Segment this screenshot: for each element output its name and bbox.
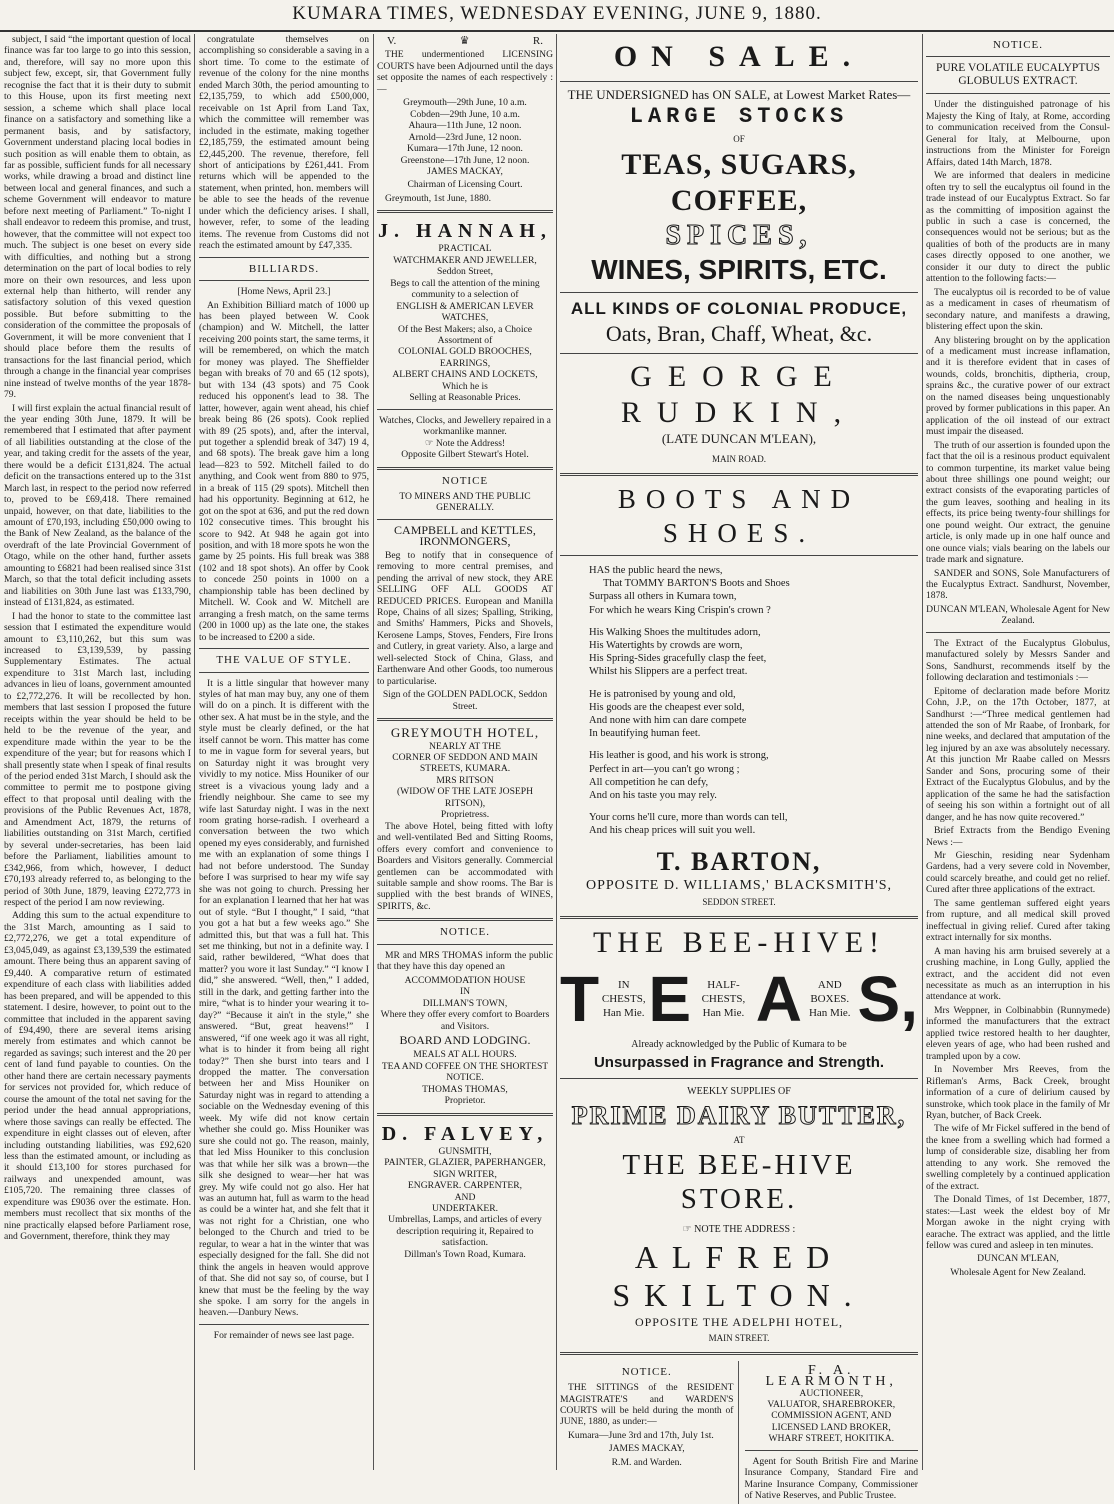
article-paragraph: I will first explain the actual financial result of the year ending 30th June, 1879. It will be remembered that I estimated that after payment of all liabilities outstanding at the close of the year, and taking credit for the assets of the year, there would be a deficit £131,824. The actual deficit on the transactions entered up to the 31st March last, in respect to the period now referred to, proved to be £69,418. There remained unpaid, however, on that date, liabilities to the amount of £70,193, including £50,000 owing to the Bank of New Zealand, as the balance of the overdraft of the late Provincial Government of Otago, while on the other hand, further assets amounting to £6821 had been realised since 31st March, so that the total deficit including assets and liabilities on 30th June last was £133,790, instead of £131,824, as estimated.: [4, 402, 191, 609]
poem-line: Perfect in art—you can't go wrong ;: [589, 763, 740, 775]
cipher-left: V.: [387, 35, 397, 47]
hannah-heading: J. HANNAH,: [378, 220, 552, 243]
date-line: Greymouth, 1st June, 1880.: [385, 192, 492, 204]
divider: [560, 292, 918, 293]
tea-brand: Han Mie.: [808, 1006, 851, 1019]
tea-brand: Han Mie.: [702, 1006, 745, 1019]
poem-line: His goods are the cheapest ever sold,: [589, 701, 745, 713]
divider: [377, 918, 553, 921]
divider: [560, 81, 918, 82]
article-paragraph: subject, I said “the important question of local finance was far too large to go into this session, and, therefore, will say no more upon this subject few, except, sir, that Government fully recognise the fact that it is their duty to submit to this House, upon its first meeting next session, a scheme which shall place local finance on a satisfactory and something like a permanent basis, and by satisfactory, Government understand placing local bodies in such position as will enable them to obtain, as far as possible, sufficient funds for all necessary works, while drawing a broad and distinct line between local and general finances, and such a scheme Government will endeavor to mature before next meeting of Parliament.” To-night I shall endeavor to redeem this promise, and trust, however, that the committee will not expect too much. The subject is one beset on every side with difficulties, and nothing but a strong determination on the part of local bodies to rely more on their own resources, and less upon external help than hitherto, will render any satisfactory solution of this vexed question possible. But before submitting to the consideration of the committee the proposals of Government, it will be more convenient that I should place before them the results of transactions for the last financial period, which through a change in the financial year comprises nine instead of twelve months of the year 1878-79.: [4, 34, 191, 401]
ad-line: CORNER OF SEDDON AND MAIN STREETS, KUMARA.: [392, 752, 538, 775]
divider: [199, 1324, 369, 1325]
ad-line: WATCHMAKER AND JEWELLER,: [393, 254, 537, 266]
divider: [377, 519, 553, 520]
list-item: Arnold—23rd June, 12 noon.: [408, 131, 522, 143]
ad-line: AUCTIONEER,: [799, 1387, 864, 1399]
teas-letter: S,: [857, 962, 918, 1035]
ad-line: Where they offer every comfort to Boarders and Visitors.: [380, 1009, 550, 1032]
column-footer: For remainder of news see last page.: [213, 1329, 355, 1341]
column-rule: [922, 34, 923, 1470]
beehive-store: THE BEE-HIVE STORE.: [622, 1148, 856, 1215]
divider: [377, 210, 553, 213]
poem-line: Surpass all others in Kumara town,: [589, 591, 737, 603]
poem-line: His leather is good, and his work is strong,: [589, 750, 769, 762]
ad-line: (WIDOW OF THE LATE JOSEPH RITSON),: [396, 786, 534, 809]
ad-line: COLONIAL GOLD BROOCHES, EARRINGS,: [398, 346, 532, 369]
bottom-ads: [560, 1361, 918, 1504]
ad-line: Proprietress.: [440, 809, 490, 821]
campbell-heading: CAMPBELL and KETTLES, IRONMONGERS,: [394, 522, 536, 549]
signature-title: Wholesale Agent for New Zealand.: [950, 1266, 1086, 1278]
dairy-butter: PRIME DAIRY BUTTER,: [571, 1100, 907, 1130]
ad-line: Which he is: [442, 380, 488, 392]
poem-line: His Watertights by crowds are worn,: [589, 640, 743, 652]
wines-spirits: WINES, SPIRITS, ETC.: [591, 254, 887, 285]
signature-title: R.M. and Warden.: [611, 1456, 682, 1468]
thomas-intro: MR and MRS THOMAS inform the public that they have this day opened an: [377, 949, 553, 973]
ad-line: Proprietor.: [444, 1095, 486, 1107]
note-address: ☞ NOTE THE ADDRESS :: [682, 1223, 796, 1235]
ad-line: LICENSED LAND BROKER,: [771, 1421, 891, 1433]
poem-line: Whilst his Slippers are a perfect treat.: [589, 666, 748, 678]
rudkin-name: GEORGE RUDKIN,: [620, 360, 858, 429]
notice-paragraph: The wife of Mr Fickel suffered in the bend of the knee from a swelling which had formed a lump of considerable size, disabling her from attending to any work. She removed the swelling completely by a continued application of the extract.: [926, 1123, 1110, 1192]
poem-line: And his cheap prices will suit you well.: [589, 825, 756, 837]
divider: [560, 1352, 918, 1355]
falvey-heading: D. FALVEY,: [381, 1122, 549, 1145]
divider: [560, 353, 918, 354]
notice-paragraph: Any blistering brought on by the application of a medicament must increase inflamation, and it is therefore evident that in cases of wounds, colds, bronchitis, diptheria, croup, sprains &c., the curative power of our extract on the named diseases being unquestionably proved by former publications in this paper. An application of the oil instead of our extract must impair the diseased.: [926, 334, 1110, 438]
large-stocks: LARGE STOCKS: [629, 104, 849, 129]
signature: JAMES MACKAY,: [608, 1443, 685, 1455]
ad-line: MEALS AT ALL HOURS.: [413, 1049, 517, 1061]
article-paragraph: Adding this sum to the actual expenditure to the 31st March, amounting as I said to £2,772,276, we get a total expenditure of £3,045,049, as against £3,139,539 the estimated amount. There being thus an apparent saving of £9,440. A comparative return of estimated expenditure of each class with liabilities added has been prepared, and will be appended to this statement. I desire, however, to point out to the committee that included in the apparent saving of £94,490, there are several items arising merely from estimates and which cannot be regarded as savings; such interest and the 20 per cent of land fund payable to counties. On the other hand there are certain necessary payments for services not provided for, which reduce of course the amount of the total net saving for the period under the head annual appropriations, where those savings can really be effected. The expenditure in eight classes out of eleven, after including outstanding liabilities, was £92,620 less than the estimated amount, or including as it should £13,100 for stores purchased for railways and unexpended amount, was £105,720. The remaining three classes of expenditure was £9036 over the estimate. Hon. members must recollect that six months of the nine practically elapsed before Parliament rose, and Government, therefore, think they may: [4, 910, 191, 1243]
beehive-heading: THE BEE-HIVE!: [592, 925, 886, 959]
teas-label: [691, 978, 756, 1020]
ad-line: DILLMAN'S TOWN,: [422, 997, 508, 1009]
sittings-notice: [560, 1361, 739, 1504]
oats-line: Oats, Bran, Chaff, Wheat, &c.: [605, 321, 873, 346]
ad-line: THOMAS THOMAS,: [422, 1083, 508, 1095]
notice-paragraph: Epitome of declaration made before Moritz Cohn, J.P., on the 17th October, 1877, at Sandhurst :—“Three medical gentlemen had attended the son of Mr Raabe, of Ironbark, for nine weeks, and declared that amputation of the leg injured by an axe was absolutely necessary. At this junction Mr Raabe called on Messrs Sander and Sons, procuring some of their Extract of the Eucalyptus Globulus, and by the application of the same he had the satisfaction of seeing his son within a fortnight out of all danger, and he has now quite recovered.”: [926, 685, 1110, 823]
sittings-dates: Kumara—June 3rd and 17th, July 1st.: [568, 1429, 714, 1441]
pack-size: IN CHESTS,: [601, 978, 646, 1005]
teas-letter: A: [755, 962, 802, 1035]
weekly-supplies: WEEKLY SUPPLIES OF: [687, 1085, 791, 1097]
divider: [926, 93, 1110, 94]
pack-size: AND BOXES.: [810, 978, 850, 1005]
of-label: OF: [733, 134, 745, 144]
skilton-name: ALFRED SKILTON.: [612, 1238, 866, 1313]
billiards-heading: BILLIARDS.: [248, 262, 320, 275]
divider: [377, 718, 553, 721]
list-item: Greenstone—17th June, 12 noon.: [400, 154, 530, 166]
notice-paragraph: The eucalyptus oil is recorded to be of value as a medicament in cases of rheumatism of secondary nature, and manifests a drawing, blistering effect upon the skin.: [926, 286, 1110, 333]
skilton-street: MAIN STREET.: [708, 1332, 770, 1343]
learmonth-ad: [745, 1361, 919, 1504]
thomas-ad: [377, 975, 553, 1107]
masthead: KUMARA TIMES, WEDNESDAY EVENING, JUNE 9, 1880.: [0, 0, 1114, 32]
campbell-ad: Beg to notify that in consequence of removing to more central premises, and pending the arrival of new stock, they ARE SELLING OFF ALL GOODS AT REDUCED PRICES. European and Manilla Rope, Chains of all sizes; Spalling, Striking, and Smiths' Hammers, Picks and Shovels, Kerosene Lamps, Stoves, Fenders, Fire Irons and Cutlery, in great variety. Also, a large and well-selected Stock of China, Glass, and Earthenware And other Goods, too numerous to particularise.: [377, 549, 553, 687]
column-5-eucalyptus-notice: [926, 34, 1110, 1470]
notice-heading: NOTICE.: [992, 39, 1044, 51]
ad-line: UNDERTAKER.: [431, 1202, 499, 1214]
divider: [377, 944, 553, 945]
column-3-advertisements: [377, 34, 553, 1470]
greymouth-text: The above Hotel, being fitted with lofty and well-ventilated Bed and Sitting Rooms, offers every comfort and convenience to Boarders and Visitors generally. Commercial gentlemen can be accommodated with suitable sample and show rooms. The Bar is supplied with the best brands of WINES, SPIRITS, &c.: [377, 820, 553, 912]
poem-line: HAS the public heard the news,: [589, 565, 723, 576]
notice-paragraph: The truth of our assertion is founded upon the fact that the oil is a resinous product equivalent to common turpentine, its market value being about three shillings one pound weight; our extract consists of the evaporating particles of the gum leaves, soothing and healing in its effects, its price being twenty-four shillings for one pound weight. Our extract, the genuine article, is only made up in one half ounce and one ounce vials; vials bearing on the labels our trade mark and signature.: [926, 439, 1110, 566]
divider: [560, 1078, 918, 1079]
divider: [560, 916, 918, 919]
style-article: It is a little singular that however many styles of hat man may buy, any one of them will do on a pinch. It is different with the other sex. A hat must be in the style, and the style must be clearly defined, or the hat itself cannot be worn. This matter has come to me in vague form for several years, but on Saturday night it was brought very vividly to my notice. Miss Houniker of our street is a vivacious young lady and a friendly neighbour. She came to see my wife last Saturday night. I was in the next room grating horse-radish. I overheard a conversation between the two which opened my eyes considerably, and furnished me with an explanation of some things I had not before understood. The Sunday before I was surprised to hear my wife say she was not going to church. Pressing her for an explanation I learned that her hat was out of style. “But I thought,” I said, “that you got a hat but a few weeks ago.” She admitted this, but that was a full hat. This set me thinking, but not in a definite way. I said, rather bewildered, “What does that matter? you wore it last Sunday.” “I know I did,” she answered. “Well, then,” I added, still in the dark, and getting farther into the mire, “what is to hinder your wearing it to-day?” “Because it ain't in the style,” she answered. “But, great heavens!” I answered, “if one week ago it was all right, what is to hinder it from being all right today?” Then she burst into tears and I dropped the matter. The conversation between her and Miss Houniker on Saturday night was in regard to attending a sociable on the Wednesday evening of this week. My wife did not know certain whether she could go. Miss Houniker was sure she could not go. The reason, mainly, that led Miss Houniker to this conclusion was that while her silk was a brown—the silk she designed to wear—her hat was grey. My wife could not go also. Her hat was an autumn hat, full as warm to the head as could be a winter hat, and she felt that it was not right for a Christian, one who belonged to the Church and tried to be regular, to wear a hat in the winter that was especially designed for the fall. She did not think the angels in heaven would approve of that. She did not say so, of course, but I knew that must be the feeling by the way she spoke. I am sorry for the angels in heaven.—Danbury News.: [199, 677, 369, 1319]
ad-line: PRACTICAL: [438, 243, 492, 255]
divider: [377, 1113, 553, 1116]
ad-line: Begs to call the attention of the mining community to a selection of: [390, 277, 540, 301]
notice-paragraph: Mr Gieschin, residing near Sydenham Gardens, had a very severe cold in November, could scarcely breathe, and could get no relief. Cured after three applications of the extract.: [926, 850, 1110, 896]
list-item: Ahaura—11th June, 12 noon.: [408, 120, 522, 132]
ad-line: Of the Best Makers; also, a Choice Assortment of: [397, 323, 532, 346]
notice-paragraph: The Donald Times, of 1st December, 1877, states:—Last week the eldest boy of Mr Morgan awoke in the night crying with earache. The extract was applied, and the little fellow was cured and asleep in ten minutes.: [926, 1194, 1110, 1251]
list-item: Greymouth—29th June, 10 a.m.: [403, 97, 527, 109]
divider: [199, 648, 369, 649]
poem-line: And on his taste you may rely.: [589, 790, 717, 802]
acknowledged-line: Already acknowledged by the Public of Kumara to be: [631, 1038, 847, 1050]
ad-line: MRS RITSON: [436, 774, 494, 786]
ad-line: BOARD AND LODGING.: [399, 1032, 531, 1047]
style-heading: THE VALUE OF STYLE.: [216, 654, 352, 667]
notice-paragraph: The Extract of the Eucalyptus Globulus, manufactured solely by Messrs Sander and Sons, Sandhurst, recommends itself by the following declaration and testimonials :—: [926, 637, 1110, 684]
column-rule: [194, 34, 195, 1470]
ad-line: ALBERT CHAINS AND LOCKETS,: [392, 369, 538, 381]
ad-line: ENGRAVER. CARPENTER,: [407, 1180, 523, 1192]
poem-line: His Spring-Sides gracefully clasp the feet,: [589, 653, 767, 665]
notice-paragraph: We are informed that dealers in medicine often try to sell the eucalyptus oil found in the trade instead of our Eucalyptus Extract. So far as the committing of imposition against the public in such a case is concerned, the consequences would not be serious; but as the qualities of both of the products are in many cases directly opposed to one another, we consider it our duty to direct the public attention to the following facts:—: [926, 170, 1110, 285]
greymouth-heading: GREYMOUTH HOTEL,: [390, 725, 540, 741]
rudkin-late: (LATE DUNCAN M'LEAN),: [661, 431, 817, 446]
divider: [926, 56, 1110, 57]
ad-line: Agent for South British Fire and Marine Insurance Company, Standard Fire and Marine Insurance Company, Commissioner of Native Reserves, and Public Trustee.: [744, 1455, 918, 1502]
poem-line: For which he wears King Crispin's crown ?: [589, 604, 771, 616]
teas-label: [802, 978, 858, 1020]
ad-line: TEA AND COFFEE ON THE SHORTEST NOTICE.: [381, 1060, 549, 1084]
eucalyptus-title: PURE VOLATILE EUCALYPTUS GLOBULUS EXTRACT.: [935, 62, 1101, 88]
pack-size: HALF-CHESTS,: [701, 978, 746, 1005]
crest-icon: ♛: [459, 35, 470, 47]
signature: JAMES MACKAY,: [427, 165, 503, 177]
poem-line: That TOMMY BARTON'S Boots and Shoes: [603, 578, 790, 590]
divider: [377, 409, 553, 410]
teas-letter: E: [648, 962, 692, 1035]
notice-paragraph: The same gentleman suffered eight years from rupture, and all medical skill proved ineffectual in giving relief. Cured after taking extract internally for six months.: [926, 897, 1110, 944]
sittings-text: THE SITTINGS of the RESIDENT MAGISTRATE'S and WARDEN'S COURTS will be held during the month of JUNE, 1880, as under:—: [560, 1382, 734, 1428]
column-4-large-advertisements: [560, 34, 918, 1502]
notice-paragraph: A man having his arm bruised severely at a crushing machine, in Long Gully, applied the extract, and the accident did not even necessitate as much as an interruption in his attendance at work.: [926, 945, 1110, 1003]
barton-street: SEDDON STREET.: [702, 896, 776, 907]
poem-line: All competition he can defy,: [589, 776, 709, 788]
campbell-sign: Sign of the GOLDEN PADLOCK, Seddon Street.: [382, 689, 548, 712]
notice-heading: NOTICE.: [621, 1365, 672, 1378]
list-item: Kumara—17th June, 12 noon.: [407, 143, 523, 155]
at-label: AT: [733, 1134, 745, 1145]
list-item: Cobden—29th June, 10 a.m.: [410, 108, 520, 120]
billiards-source: [Home News, April 23.]: [237, 286, 331, 298]
billiards-article: An Exhibition Billiard match of 1000 up has been played between W. Cook (champion) and W. Mitchell, the latter receiving 200 points start, the same terms, it will be remembered, on which the match for money was played. The Sheffielder began with breaks of 70 and 65 (12 spots), but with 134 (43 spots) and 75 Cook reduced his opponent's lead to 38. The latter, however, again went ahead, his chief break being 86 (26 spots). Cook replied with 89 (25 spots), and, after the interval, put together a splendid break of 347) 19 4, and 68 spots). The break gave him a long lead—823 to 592. Mitchell failed to do anything, and Cook went from 880 to 975, in a break of 115 (29 spots). Mitchell then had his opportunity. Beginning at 612, he got on the spot at 636, and put the red down 102 consecutive times. This brought his score to 942. At 948 he again got into position, and with 18 more spots he won the game by 25 points. His full break was 388 (102 and 18 spot shots). An offer by Cook to concede 250 points in 1000 on a championship table has been declined by Mitchell. W. Cook and W. Mitchell are arranging a fresh match, on the same terms (200 in 1000 up) as the late one, the stakes to be increased to £200 a side.: [199, 299, 369, 643]
poem-line: In beautifying human feet.: [589, 728, 701, 740]
falvey-ad: [377, 1146, 553, 1261]
undersigned-line: THE UNDERSIGNED has ON SALE, at Lowest Market Rates—: [567, 87, 911, 102]
ad-line: ENGLISH & AMERICAN LEVER WATCHES,: [396, 300, 534, 324]
ad-line: Opposite Gilbert Stewart's Hotel.: [401, 449, 529, 461]
barton-address: OPPOSITE D. WILLIAMS,' BLACKSMITH'S,: [585, 877, 893, 893]
ad-line: Watches, Clocks, and Jewellery repaired in a workmanlike manner.: [379, 414, 551, 438]
rudkin-address: MAIN ROAD.: [712, 454, 766, 464]
divider: [560, 473, 918, 476]
notice-paragraph: Under the distinguished patronage of his Majesty the King of Italy, at Rome, according to communication received from the Consul-General for Italy, at Melbourne, upon instructions from the Minister for Foreign Affairs, dated 14th March, 1878.: [926, 99, 1110, 168]
on-sale-heading: ON SALE.: [613, 40, 865, 73]
cipher-right: R.: [532, 35, 543, 47]
spices: SPICES,: [665, 220, 813, 251]
ad-line: Selling at Reasonable Prices.: [409, 392, 521, 404]
ad-line: WHARF STREET, HOKITIKA.: [768, 1433, 895, 1445]
notice-heading: NOTICE.: [439, 926, 491, 939]
ad-line: NEARLY AT THE: [429, 740, 501, 752]
column-2: [199, 34, 369, 1470]
boots-heading: BOOTS AND SHOES.: [617, 484, 861, 548]
licensing-list: [377, 97, 553, 166]
column-rule: [373, 34, 374, 1470]
divider: [926, 632, 1110, 633]
tea-brand: Han Mie.: [602, 1006, 645, 1019]
notice-subheading: TO MINERS AND THE PUBLIC GENERALLY.: [399, 490, 531, 514]
teas-sugars-coffee: TEAS, SUGARS, COFFEE,: [621, 148, 857, 217]
notice-paragraph: Brief Extracts from the Bendigo Evening News :—: [926, 825, 1110, 848]
ad-line: Seddon Street,: [437, 266, 493, 278]
ad-line: Umbrellas, Lamps, and articles of every description requiring it, Repaired to satisfaction.: [388, 1214, 542, 1249]
ad-line: AND: [454, 1191, 476, 1203]
teas-banner: [560, 961, 918, 1037]
colonial-produce: ALL KINDS OF COLONIAL PRODUCE,: [570, 299, 908, 318]
poem-line: Your corns he'll cure, more than words can tell,: [589, 812, 788, 824]
column-rule: [556, 34, 557, 1470]
hannah-ad: [377, 243, 553, 460]
learmonth-heading: F. A. LEARMONTH,: [765, 1362, 897, 1390]
ad-line: ACCOMMODATION HOUSE: [404, 974, 526, 986]
licensing-notice: THE undermentioned LICENSING COURTS have been Adjourned until the days set opposite the names of each respectively :—: [377, 49, 553, 95]
article-paragraph: congratulate themselves on accomplishing so considerable a saving in a short time. To come to the estimate of revenue of the colony for the nine months ended March 30th, the period amounting to £2,135,759, to which add £500,000, receivable on 1st April from Land Tax, which the committee will remember was included in the estimate, making together £2,185,759, the estimated amount being £2,445,200. The revenue, therefore, fell short of anticipations by £261,441. From returns which will be appended to the statement, when printed, hon. members will be able to see the heads of the revenue under which the deficiency arises. I shall, however, refer, to some of the leading items. The revenue from Customs did not reach the estimated amount by £47,335.: [199, 34, 369, 252]
notice-paragraph: Mrs Weppner, in Colbinabbin (Runnymede) informed the manufacturers that the extract applied twice restored health to her daughter, eleven years of age, who had been rushed and trampled upon by a cow.: [926, 1004, 1110, 1062]
poem-line: His Walking Shoes the multitudes adorn,: [589, 626, 761, 638]
ad-line: PAINTER, GLAZIER, PAPERHANGER,: [384, 1157, 546, 1169]
ad-line: ☞ Note the Address!: [424, 437, 506, 449]
barton-name: T. BARTON,: [656, 846, 822, 876]
divider: [745, 1450, 919, 1451]
poem-line: He is patronised by young and old,: [589, 688, 736, 700]
barton-poem: [589, 564, 889, 838]
poem-line: And none with him can dare compete: [589, 715, 747, 727]
divider: [199, 280, 369, 281]
article-paragraph: I had the honor to state to the committee last session that I estimated the expenditure would amount to £3,110,262, but this sum was increased to £3,139,539, by passing Supplementary Estimates. The actual expenditure to 31st March last, including advances in lieu of loans, government amounted to £2,772,276. It will be recollected by hon. members that last session I proposed the future receipts within the year should be held to be held to be the revenue of the year, and expenditure made within the year to be the expenditure of the year; but for reasons which I shall presently state when I speak of final results of the period ended 31st March, I should ask the committee to permit me to postpone giving effect to that proposal until dealing with the provisions of the Public Revenues Act, 1878, and Amendment Act, 1879, the returns of liabilities outstanding on 31st March, certified by several under-secretaries, has been laid before the Parliament, liabilities amount to £342,966, from which, however, I deduct £70,193 already referred to, as belonging to the period of 30th June, 1879, leaving £272,773 in respect of the period I am now reviewing.: [4, 610, 191, 908]
signature-title: Chairman of Licensing Court.: [407, 179, 523, 191]
unsurpassed-line: Unsurpassed in Fragrance and Strength.: [593, 1053, 885, 1071]
royal-cipher: [377, 34, 553, 49]
signature: DUNCAN M'LEAN,: [977, 1253, 1059, 1265]
ad-line: VALUATOR, SHAREBROKER, COMMISSION AGENT, AND: [767, 1399, 896, 1422]
ad-line: GUNSMITH,: [438, 1145, 492, 1157]
teas-label: [599, 978, 648, 1020]
ad-line: IN: [459, 986, 471, 998]
column-1-budget-article: [4, 34, 191, 1470]
ad-line: Dillman's Town Road, Kumara.: [404, 1248, 526, 1260]
greymouth-ad: [377, 741, 553, 821]
divider: [199, 672, 369, 673]
divider: [560, 555, 918, 556]
teas-letter: T: [560, 962, 600, 1035]
skilton-address: OPPOSITE THE ADELPHI HOTEL,: [634, 1314, 844, 1329]
ad-line: SIGN WRITER,: [433, 1168, 497, 1180]
notice-paragraph: SANDER and SONS, Sole Manufacturers of the Eucalyptus Extract. Sandhurst, November, 1878.: [926, 567, 1110, 602]
notice-paragraph: DUNCAN M'LEAN, Wholesale Agent for New Zealand.: [926, 603, 1110, 627]
divider: [199, 257, 369, 258]
notice-paragraph: In November Mrs Reeves, from the Rifleman's Arms, Back Creek, brought information of a cure of delirium caused by sunstroke, which took place in the family of Mr Ryan, butcher, of Back Creek.: [926, 1064, 1110, 1121]
notice-heading: NOTICE: [441, 474, 489, 487]
divider: [377, 467, 553, 470]
